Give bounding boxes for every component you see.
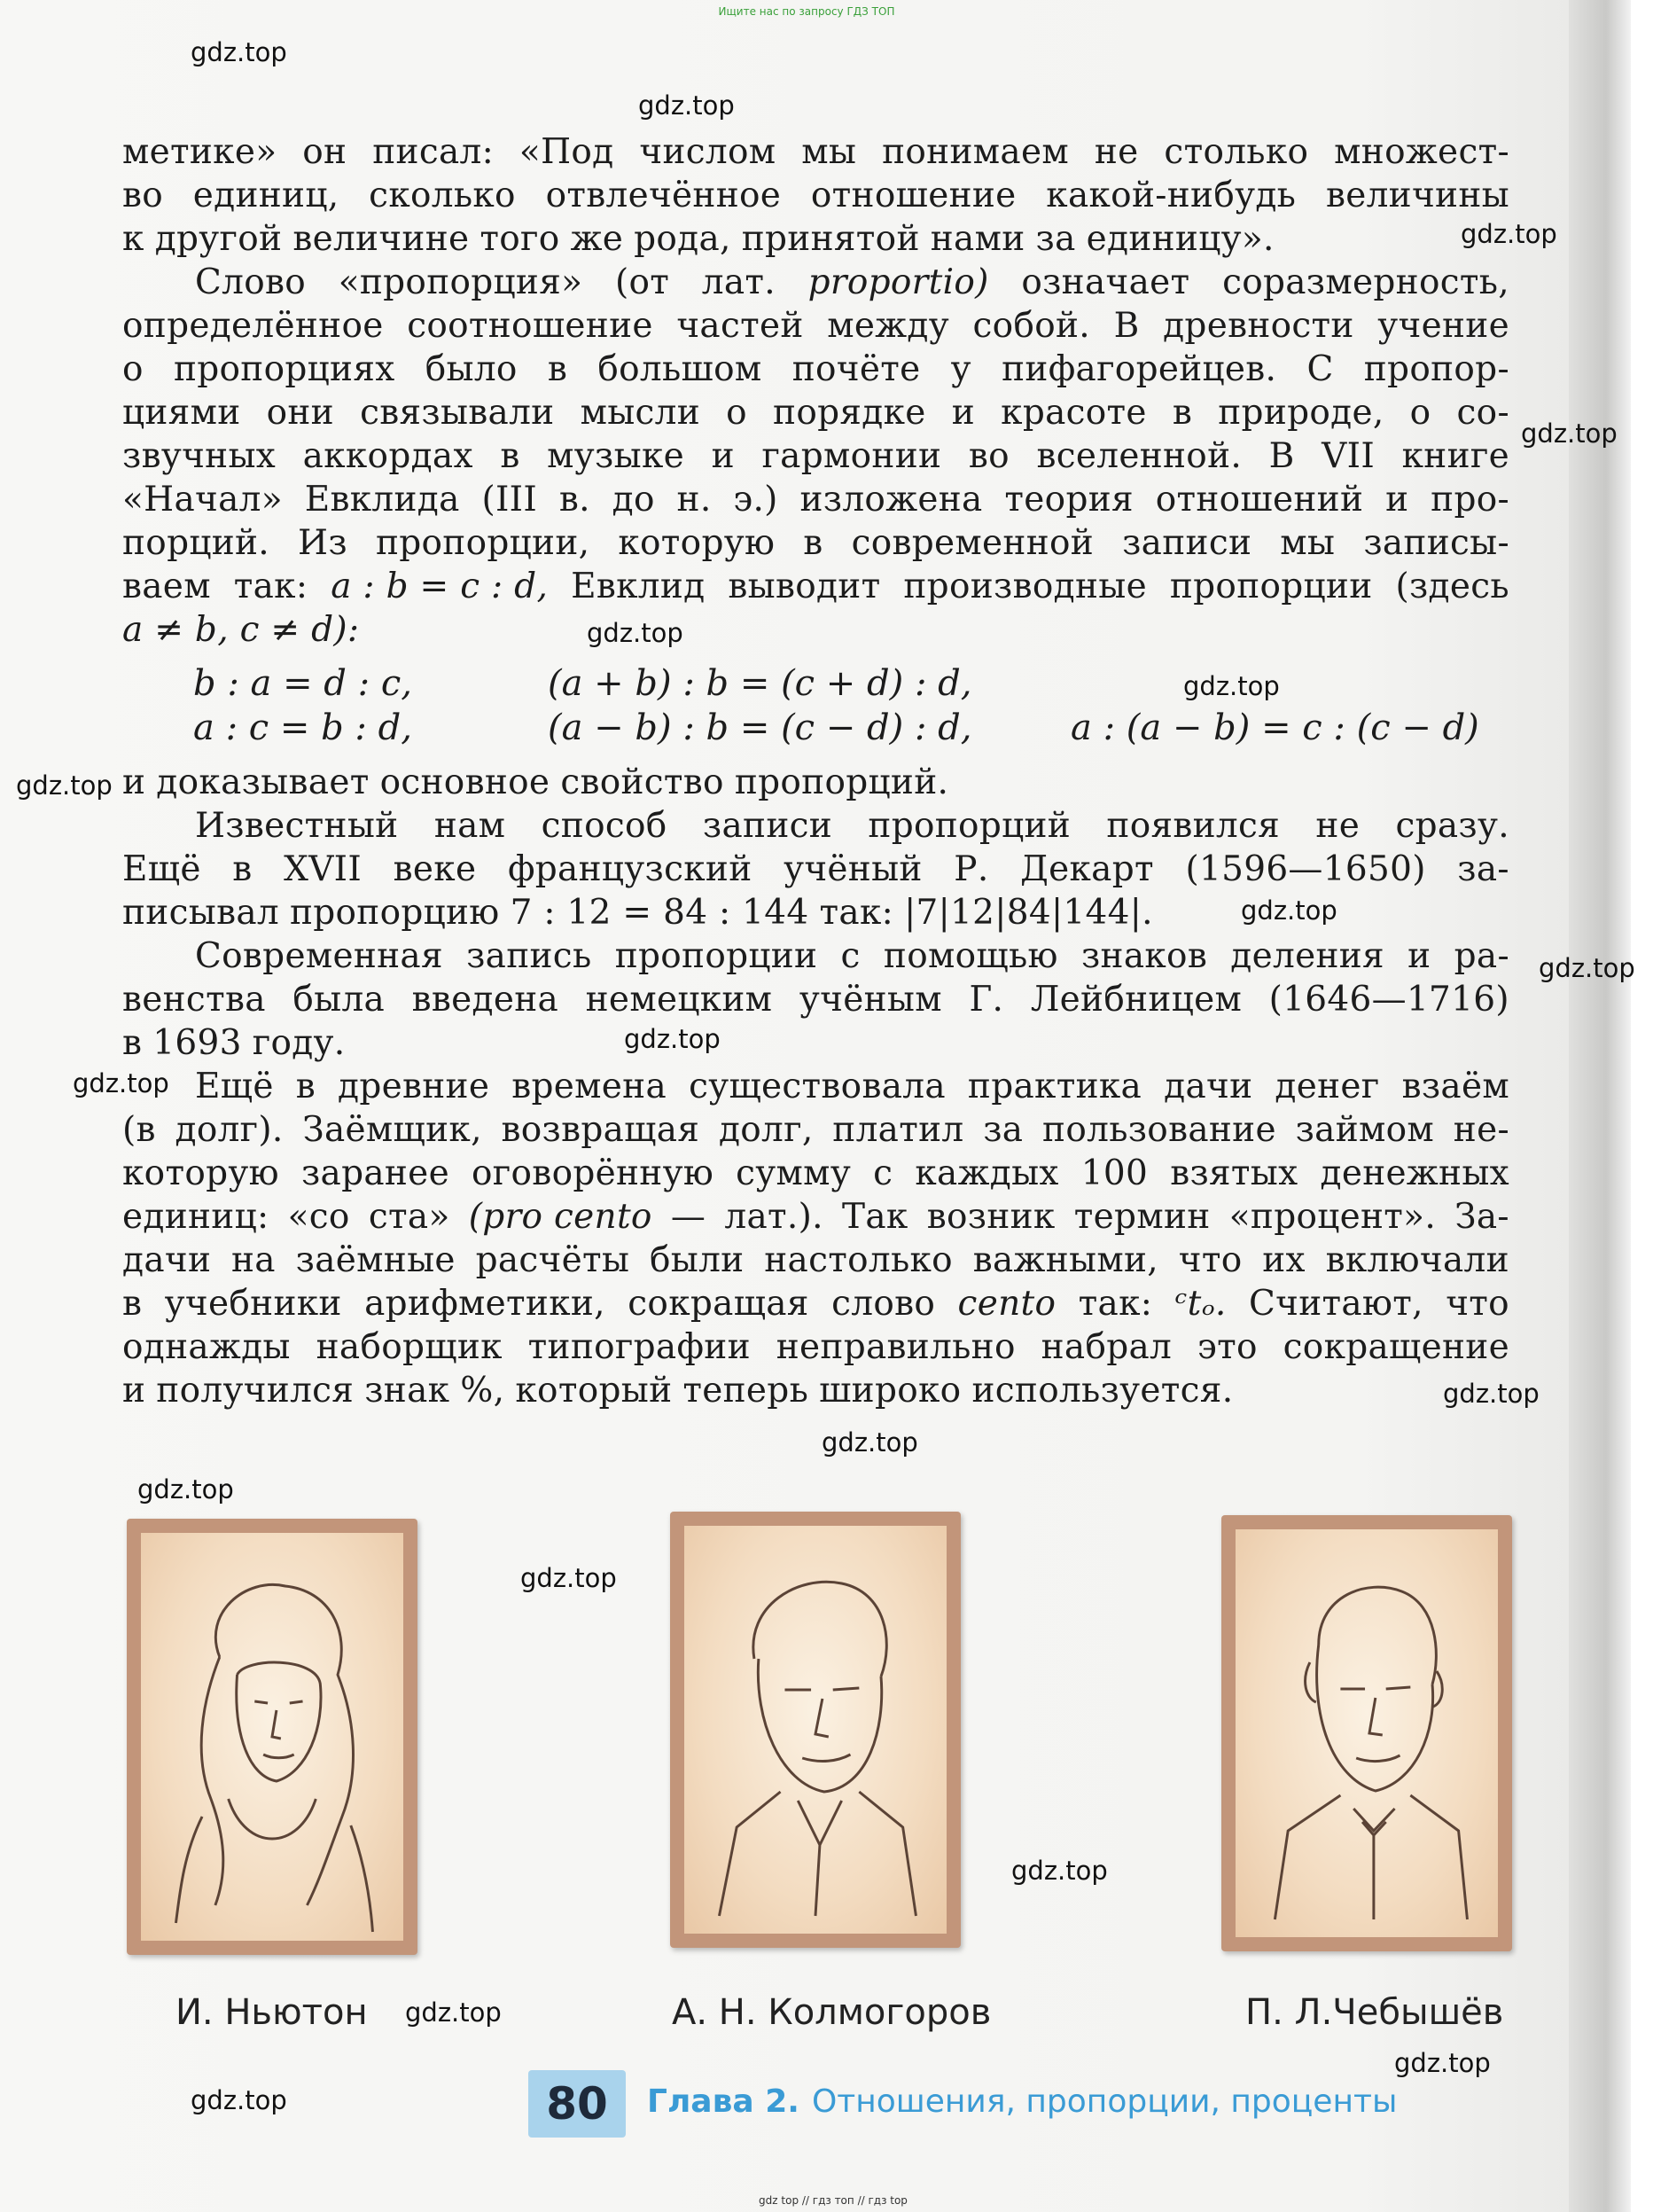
formula: a : (a − b) = c : (c − d): [1071, 707, 1479, 748]
chebyshev-portrait-frame: [1221, 1515, 1512, 1951]
kolmogorov-portrait-frame: [670, 1512, 961, 1948]
watermark: gdz.top: [638, 90, 735, 121]
watermark: gdz.top: [1183, 671, 1280, 701]
watermark: gdz.top: [1241, 895, 1337, 926]
formula: a : c = b : d,: [193, 707, 412, 748]
watermark: gdz.top: [822, 1427, 918, 1458]
page-binding-shadow: [1569, 0, 1631, 2212]
watermark: gdz.top: [1521, 418, 1618, 449]
formula: b : a = d : c,: [193, 663, 412, 704]
top-note: Ищите нас по запросу ГДЗ ТОП: [718, 5, 895, 18]
chapter-title: Отношения, пропорции, проценты: [811, 2083, 1398, 2120]
bottom-note: gdz top // гдз топ // гдз top: [759, 2194, 908, 2207]
chapter-footer: [647, 2083, 1397, 2120]
newton-caption: И. Ньютон: [175, 1992, 368, 2033]
watermark: gdz.top: [137, 1474, 234, 1505]
formula: (a + b) : b = (c + d) : d,: [548, 663, 972, 704]
watermark: gdz.top: [1443, 1379, 1540, 1409]
newton-portrait-icon: [141, 1533, 403, 1941]
watermark: gdz.top: [73, 1068, 169, 1098]
watermark: gdz.top: [16, 770, 113, 801]
watermark: gdz.top: [1461, 219, 1557, 249]
watermark: gdz.top: [1394, 2048, 1491, 2078]
page-number: 80: [528, 2070, 626, 2138]
kolmogorov-portrait-icon: [684, 1526, 947, 1934]
paragraph-main-property: и доказывает основное свойство пропорций.: [122, 762, 949, 802]
paragraph-leibniz: Современная запись пропорции с помощью знаков деления и ра- венства была введена немецким учёным Г. Лейбницем (1646—1716) в 1693 году.: [122, 936, 1509, 1063]
watermark: gdz.top: [520, 1563, 617, 1593]
derived-proportions-formulas: [193, 663, 1523, 752]
paragraph-percent-origin: Ещё в древние времена существовала практика дачи денег взаём (в долг). Заёмщик, возвращая долг, платил за пользование займом не- которую заранее оговорённую сумму с каждых 100 взятых денежных единиц: «со ста» (pro cento — лат.). Так возник термин «процент». За- дачи на заёмные расчёты были настолько важными, что их включали в учебники арифметики, сокращая слово cento так: ᶜtₒ. Считают, что однажды наборщик типографии неправильно набрал это сокращение и получился знак %, который теперь широко используется.: [122, 1067, 1509, 1411]
watermark: gdz.top: [1539, 953, 1635, 983]
watermark: gdz.top: [624, 1024, 721, 1054]
formula: (a − b) : b = (c − d) : d,: [548, 707, 972, 748]
chapter-label: Глава 2.: [647, 2083, 799, 2120]
watermark: gdz.top: [1011, 1856, 1108, 1886]
paragraph-descartes-quote: метике» он писал: «Под числом мы понимаем не столько множест- во единиц, сколько отвлечённое отношение какой-нибудь величины к другой величине того же рода, принятой нами за единицу».: [122, 132, 1509, 259]
paragraph-descartes-notation: Известный нам способ записи пропорций появился не сразу. Ещё в XVII веке французский учёный Р. Декарт (1596—1650) за- писывал пропорцию 7 : 12 = 84 : 144 так: |7|12|84|144|.: [122, 806, 1509, 933]
chebyshev-caption: П. Л.Чебышёв: [1245, 1992, 1504, 2033]
watermark: gdz.top: [191, 37, 287, 67]
chebyshev-portrait-icon: [1236, 1529, 1498, 1937]
watermark: gdz.top: [191, 2085, 287, 2115]
watermark: gdz.top: [405, 1997, 502, 2028]
paragraph-proportion-history: Слово «пропорция» (от лат. proportio) означает соразмерность, определённое соотношение частей между собой. В древности учение о пропорциях было в большом почёте у пифагорейцев. С пропор- циями они связывали мысли о порядке и красоте в природе, о со- звучных аккордах в музыке и гармонии во вселенной. В VII книге «Начал» Евклида (III в. до н. э.) изложена теория отношений и про- порций. Из пропорции, которую в современной записи мы записы- ваем так: a : b = c : d, Евклид выводит производные пропорции (здесь a ≠ b, c ≠ d):: [122, 262, 1509, 650]
kolmogorov-caption: А. Н. Колмогоров: [672, 1992, 992, 2033]
watermark: gdz.top: [587, 618, 683, 648]
newton-portrait-frame: [127, 1519, 417, 1955]
